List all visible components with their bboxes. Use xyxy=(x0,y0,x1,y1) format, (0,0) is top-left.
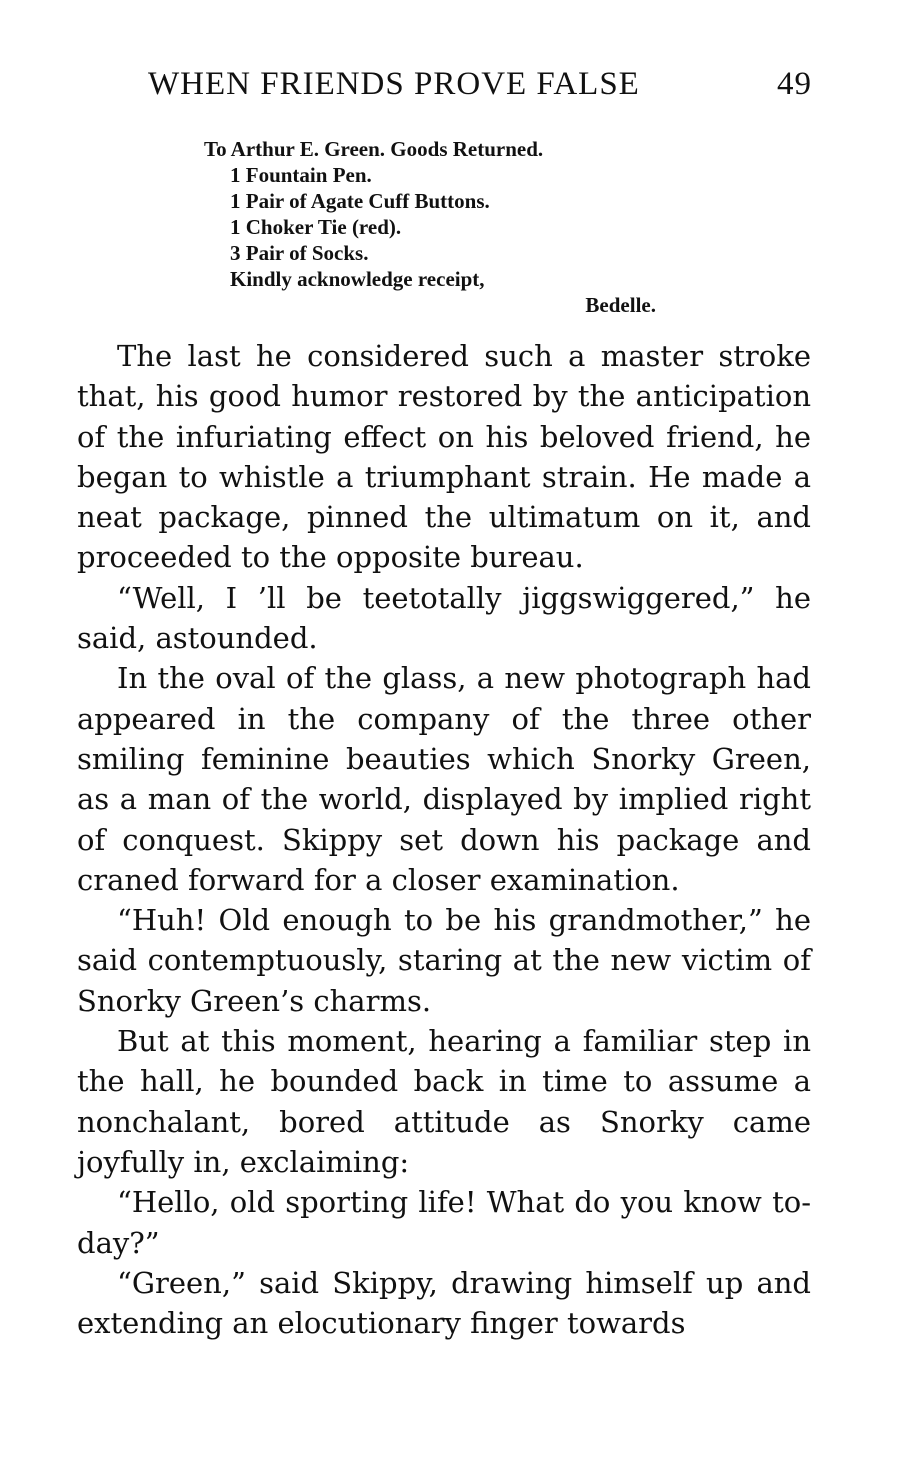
returned-goods-note xyxy=(204,136,674,318)
paragraph: “Well, I ’ll be teetotally jiggswiggered,” he said, astounded. xyxy=(77,580,811,656)
note-item: 3 Pair of Socks. xyxy=(230,241,369,265)
note-address: To Arthur E. Green. Goods Returned. xyxy=(204,137,544,161)
note-item: 1 Choker Tie (red). xyxy=(230,215,402,239)
paragraph: “Huh! Old enough to be his grandmother,” he said contemptuously, staring at the new victim of Snorky Green’s charms. xyxy=(77,903,811,1018)
note-item: 1 Pair of Agate Cuff Buttons. xyxy=(230,189,490,213)
running-head xyxy=(148,66,812,112)
note-closing: Kindly acknowledge receipt, xyxy=(230,267,485,291)
body-text xyxy=(77,336,811,1343)
chapter-title: WHEN FRIENDS PROVE FALSE xyxy=(148,66,640,102)
paragraph: In the oval of the glass, a new photograph had appeared in the company of the three other smiling feminine beauties which Snorky Green, as a man of the world, displayed by implied right of conquest. Skippy set down his package and craned forward for a closer examination. xyxy=(77,661,811,897)
paragraph: “Green,” said Skippy, drawing himself up and extending an elocutionary finger towards xyxy=(77,1265,811,1341)
note-signature: Bedelle. xyxy=(585,293,656,317)
paragraph: “Hello, old sporting life! What do you know to-day?” xyxy=(77,1185,811,1260)
paragraph: The last he considered such a master stroke that, his good humor restored by the anticipation of the infuriating effect on his beloved friend, he began to whistle a triumphant strain. He made a neat package, pinned the ultimatum on it, and proceeded to the opposite bureau. xyxy=(77,339,811,575)
page-number: 49 xyxy=(777,66,812,102)
note-item: 1 Fountain Pen. xyxy=(230,163,372,187)
paragraph: But at this moment, hearing a familiar step in the hall, he bounded back in time to assume a nonchalant, bored attitude as Snorky came joyfully in, exclaiming: xyxy=(77,1024,811,1179)
